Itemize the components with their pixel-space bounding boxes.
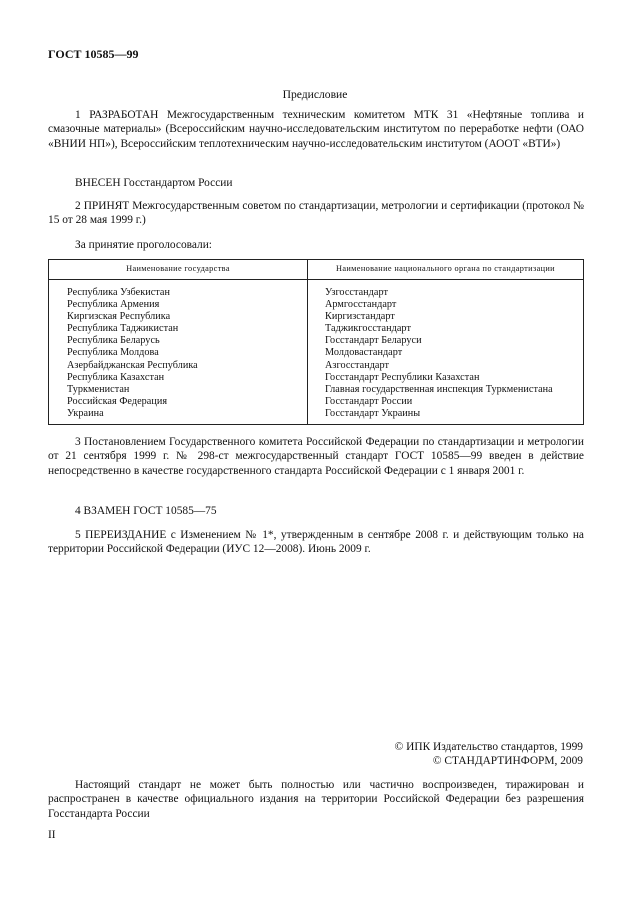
table-header-body: Наименование национального органа по стандартизации — [308, 260, 584, 280]
states-column — [49, 280, 308, 425]
standards-body-name: Армгосстандарт — [325, 299, 397, 311]
copyright-line-1: © ИПК Издательство стандартов, 1999 — [394, 741, 583, 753]
footer-notice — [48, 778, 584, 821]
state-name: Азербайджанская Республика — [67, 359, 198, 371]
section-1-text: 1 РАЗРАБОТАН Межгосударственным техническим комитетом МТК 31 «Нефтяные топлива и смазочные материалы» (Всероссийским научно-исследовательским институтом по переработке нефти (ОАО «ВНИИ НП»), Всероссийским теплотехническим научно-исследовательским институтом (АООТ «ВТИ») — [48, 109, 584, 150]
state-name: Республика Таджикистан — [67, 323, 179, 335]
state-name: Украина — [67, 407, 104, 419]
standards-body-name: Молдовастандарт — [325, 347, 403, 359]
footer-notice-text: Настоящий стандарт не может быть полностью или частично воспроизведен, тиражирован и распространен в качестве официального издания на территории Российской Федерации без разрешения Госстандарта России — [48, 779, 584, 820]
state-name: Туркменистан — [67, 383, 130, 395]
state-name: Республика Казахстан — [67, 371, 165, 383]
section-3-text: 3 Постановлением Государственного комитета Российской Федерации по стандартизации и метрологии от 21 сентября 1999 г. № 298-ст межгосударственный стандарт ГОСТ 10585—99 введен в действие непосредственно в качестве государственного стандарта Российской Федерации с 1 января 2001 г. — [48, 436, 584, 477]
section-5-text: 5 ПЕРЕИЗДАНИЕ с Изменением № 1*, утвержденным в сентябре 2008 г. и действующим только на территории Российской Федерации (ИУС 12—2008). Июнь 2009 г. — [48, 529, 584, 556]
standards-body-name: Узгосстандарт — [325, 287, 388, 298]
page-title: Предисловие — [282, 88, 348, 101]
table-header-row — [49, 260, 584, 280]
state-name: Российская Федерация — [67, 395, 168, 407]
standard-code: ГОСТ 10585—99 — [48, 47, 139, 61]
page-number: II — [48, 829, 56, 841]
voted-intro: За принятие проголосовали: — [75, 239, 212, 251]
standards-body-name: Таджикгосстандарт — [325, 323, 411, 335]
state-name: Республика Молдова — [67, 347, 159, 359]
table-header-state: Наименование государства — [49, 260, 308, 280]
state-name: Республика Беларусь — [67, 335, 160, 347]
section-2-text: 2 ПРИНЯТ Межгосударственным советом по стандартизации, метрологии и сертификации (протокол № 15 от 28 мая 1999 г.) — [48, 200, 584, 227]
section-4: 4 ВЗАМЕН ГОСТ 10585—75 — [75, 505, 217, 517]
table-row — [49, 280, 584, 425]
section-5 — [48, 528, 584, 557]
section-2 — [48, 199, 584, 228]
standards-body-name: Киргизстандарт — [325, 311, 395, 323]
copyright-block — [395, 740, 583, 768]
standards-body-name: Госстандарт Беларуси — [325, 335, 422, 347]
bodies-column — [308, 280, 584, 425]
state-name: Киргизская Республика — [67, 311, 171, 323]
state-name: Республика Узбекистан — [67, 287, 171, 298]
standards-body-name: Госстандарт России — [325, 395, 413, 407]
section-3 — [48, 435, 584, 478]
copyright-line-2: © СТАНДАРТИНФОРМ, 2009 — [432, 755, 583, 767]
state-name: Республика Армения — [67, 299, 160, 311]
standards-body-name: Госстандарт Украины — [325, 407, 421, 419]
standards-body-name: Главная государственная инспекция Туркменистана — [325, 383, 553, 395]
section-1 — [48, 108, 584, 151]
introduced-line: ВНЕСЕН Госстандартом России — [75, 177, 233, 189]
standards-body-name: Госстандарт Республики Казахстан — [325, 371, 480, 383]
standards-body-name: Азгосстандарт — [325, 359, 390, 371]
voting-table — [48, 259, 584, 425]
